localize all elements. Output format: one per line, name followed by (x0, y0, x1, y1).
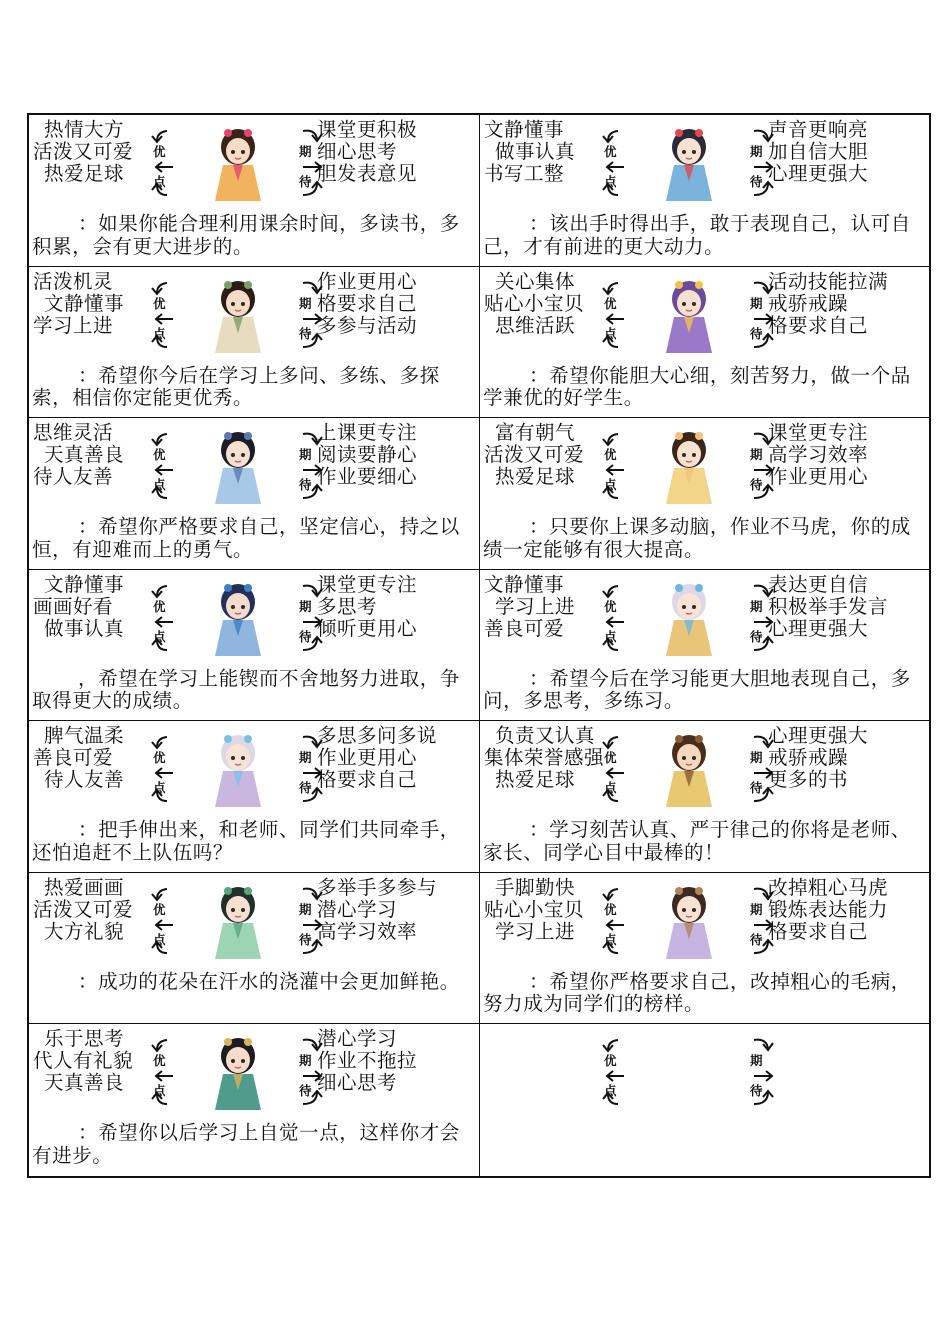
expectation-item: 活动技能拉满 (768, 270, 889, 293)
student-card (480, 418, 931, 570)
expectation-item: 高学习效率 (768, 443, 869, 466)
merit-item: 活泼又可爱 (484, 443, 585, 466)
merit-item: 做事认真 (495, 140, 576, 163)
character-illustration (654, 879, 724, 961)
student-card (29, 267, 480, 419)
expectation-item: 潜心学习 (317, 1028, 398, 1050)
expectation-item: 心理更强大 (768, 616, 869, 640)
merits-char-bottom: 点 (604, 174, 617, 189)
merits-marker (145, 426, 185, 506)
merits-list (33, 422, 151, 488)
avatar (203, 121, 273, 203)
merit-item: 活泼机灵 (33, 269, 114, 293)
merit-item: 天真善良 (44, 443, 125, 466)
expectation-item: 多参与活动 (317, 313, 418, 337)
expectation-item: 作业更用心 (317, 746, 418, 769)
merit-item: 负责又认真 (495, 724, 596, 747)
merits-char-bottom: 点 (153, 174, 166, 189)
expectations-char-bottom: 待 (750, 628, 763, 644)
avatar (654, 576, 724, 658)
merits-char-top: 优 (153, 901, 166, 917)
comment-text: ：希望你能胆大心细，刻苦努力，做一个品学兼优的好学生。 (483, 363, 911, 409)
expectation-item: 上课更专注 (317, 422, 418, 444)
curved-arrows-left-icon (145, 275, 185, 355)
character-illustration (203, 576, 273, 658)
merit-item: 文静懂事 (484, 118, 565, 141)
teacher-comment (32, 516, 476, 561)
merit-item: 学习上进 (495, 919, 576, 943)
merit-item: 贴心小宝贝 (484, 291, 585, 315)
comment-text: ：成功的花朵在汗水的浇灌中会更加鲜艳。 (78, 969, 460, 993)
expectations-list (768, 1028, 928, 1094)
merits-char-bottom: 点 (604, 931, 617, 947)
merits-list (484, 877, 602, 943)
comment-text: ：只要你上课多动脑，作业不马虎，你的成绩一定能够有很大提高。 (483, 515, 911, 561)
merits-char-top: 优 (153, 598, 166, 614)
merit-item: 代人有礼貌 (33, 1049, 134, 1072)
curved-arrows-left-icon (596, 729, 636, 809)
merit-item: 做事认真 (44, 616, 125, 640)
comment-text: ，希望在学习上能锲而不舍地努力进取，争取得更大的成绩。 (32, 666, 460, 712)
expectations-char-bottom: 待 (299, 1083, 312, 1098)
merit-item: 大方礼貌 (44, 919, 125, 943)
character-illustration (654, 273, 724, 355)
evaluation-card-grid (27, 113, 931, 1178)
expectation-item: 高学习效率 (317, 919, 418, 943)
merit-item: 热爱足球 (495, 768, 576, 791)
merits-list (33, 1028, 151, 1094)
expectation-item: 胆发表意见 (317, 162, 418, 185)
avatar (203, 273, 273, 355)
avatar (654, 1030, 724, 1112)
merit-item: 学习上进 (495, 594, 576, 618)
expectation-item: 作业不拖拉 (317, 1049, 418, 1072)
expectation-item (768, 1072, 928, 1094)
expectations-list (317, 877, 477, 943)
comment-text: ：如果你能合理利用课余时间，多读书，多积累，会有更大进步的。 (32, 212, 460, 258)
expectations-char-top: 期 (299, 295, 312, 311)
merits-list (484, 422, 602, 488)
merit-item: 天真善良 (44, 1071, 125, 1094)
teacher-comment (32, 213, 476, 258)
merit-item: 热情大方 (44, 118, 125, 141)
comment-text: ：希望你严格要求自己，坚定信心，持之以恒，有迎难而上的勇气。 (32, 515, 460, 561)
expectation-item: 格要求自己 (768, 313, 869, 337)
merits-char-bottom: 点 (153, 1083, 166, 1098)
merits-list (33, 877, 151, 943)
expectation-item: 格要求自己 (768, 919, 869, 943)
character-illustration (654, 727, 724, 809)
expectations-char-bottom: 待 (299, 174, 312, 189)
merits-char-top: 优 (153, 1053, 166, 1068)
expectation-item: 阅读要静心 (317, 443, 418, 466)
expectations-char-bottom: 待 (750, 477, 763, 492)
comment-text: ：把手伸出来，和老师、同学们共同牵手，还怕追赶不上队伍吗？ (32, 818, 460, 864)
expectations-char-top: 期 (299, 901, 312, 917)
merits-char-top: 优 (153, 144, 166, 159)
merit-item: 富有朝气 (495, 421, 576, 444)
merits-marker (145, 275, 185, 355)
teacher-comment (483, 213, 927, 258)
curved-arrows-left-icon (145, 578, 185, 658)
avatar (654, 424, 724, 506)
expectations-char-top: 期 (750, 598, 763, 614)
student-card (480, 570, 931, 722)
character-illustration (203, 273, 273, 355)
expectations-list (317, 271, 477, 337)
student-card (480, 267, 931, 419)
merit-item: 善良可爱 (484, 616, 565, 640)
merit-item: 书写工整 (484, 162, 565, 185)
merit-item (484, 1050, 602, 1072)
merits-char-bottom: 点 (604, 780, 617, 795)
expectation-item: 作业更用心 (317, 270, 418, 293)
merit-item: 手脚勤快 (495, 875, 576, 899)
expectation-item (768, 1028, 928, 1050)
merit-item: 热爱画画 (44, 875, 125, 899)
merits-marker (596, 426, 636, 506)
expectations-list (317, 1028, 477, 1094)
expectation-item: 倾听更用心 (317, 616, 418, 640)
merits-marker (596, 729, 636, 809)
expectations-list (768, 271, 928, 337)
expectations-char-top: 期 (750, 901, 763, 917)
merit-item: 脾气温柔 (44, 724, 125, 747)
expectations-list (768, 725, 928, 791)
avatar (654, 727, 724, 809)
expectation-item: 更多的书 (768, 768, 849, 791)
expectation-item: 格要求自己 (317, 768, 418, 791)
expectations-char-bottom: 待 (299, 780, 312, 795)
expectation-item: 多思考 (317, 594, 378, 618)
teacher-comment (483, 819, 927, 864)
merits-char-bottom: 点 (153, 325, 166, 341)
student-card (29, 570, 480, 722)
merits-char-bottom: 点 (604, 477, 617, 492)
comment-text: ：希望你以后学习上自觉一点，这样你才会有进步。 (32, 1121, 460, 1167)
expectations-char-bottom: 待 (750, 780, 763, 795)
teacher-comment (483, 516, 927, 561)
teacher-comment (483, 1122, 927, 1145)
merits-marker (596, 881, 636, 961)
teacher-comment (483, 971, 927, 1016)
curved-arrows-left-icon (145, 123, 185, 203)
merit-item: 贴心小宝贝 (484, 897, 585, 921)
expectations-char-bottom: 待 (299, 931, 312, 947)
merits-marker (145, 578, 185, 658)
merits-char-top: 优 (604, 295, 617, 311)
expectations-char-bottom: 待 (750, 931, 763, 947)
teacher-comment (32, 365, 476, 410)
merits-char-bottom: 点 (604, 325, 617, 341)
merit-item: 集体荣誉感强 (484, 746, 605, 769)
expectations-char-top: 期 (299, 598, 312, 614)
student-card (480, 115, 931, 267)
expectation-item (768, 1050, 928, 1072)
expectation-item: 细心思考 (317, 140, 398, 163)
expectation-item: 多思多问多说 (317, 725, 438, 747)
expectation-item: 细心思考 (317, 1071, 398, 1094)
teacher-comment (483, 365, 927, 410)
expectations-char-bottom: 待 (750, 174, 763, 189)
avatar (654, 121, 724, 203)
merits-marker (596, 578, 636, 658)
merits-list (33, 119, 151, 185)
student-card (29, 873, 480, 1025)
merit-item: 活泼又可爱 (33, 897, 134, 921)
student-card (480, 873, 931, 1025)
merit-item: 热爱足球 (495, 465, 576, 488)
expectations-char-bottom: 待 (299, 628, 312, 644)
merit-item: 关心集体 (495, 269, 576, 293)
teacher-comment (483, 668, 927, 713)
avatar (203, 576, 273, 658)
merits-char-top: 优 (604, 750, 617, 765)
merits-char-top: 优 (604, 1053, 617, 1068)
expectations-char-bottom: 待 (750, 325, 763, 341)
expectations-char-top: 期 (299, 1053, 312, 1068)
student-card (29, 115, 480, 267)
merits-char-top: 优 (604, 144, 617, 159)
expectations-char-bottom: 待 (299, 325, 312, 341)
comment-text: ：希望你严格要求自己，改掉粗心的毛病，努力成为同学们的榜样。 (483, 969, 911, 1015)
curved-arrows-left-icon (596, 275, 636, 355)
expectations-list (317, 574, 477, 640)
merits-char-bottom: 点 (604, 1083, 617, 1098)
merit-item: 文静懂事 (44, 572, 125, 596)
expectations-char-bottom: 待 (299, 477, 312, 492)
merits-char-bottom: 点 (153, 628, 166, 644)
avatar (203, 879, 273, 961)
character-illustration (203, 1030, 273, 1112)
expectation-item: 课堂更积极 (317, 119, 418, 141)
merits-char-top: 优 (604, 447, 617, 462)
expectations-char-top: 期 (750, 447, 763, 462)
comment-text: ：希望你今后在学习上多问、多练、多探索，相信你定能更优秀。 (32, 363, 440, 409)
teacher-comment (32, 668, 476, 713)
merits-marker (596, 123, 636, 203)
curved-arrows-left-icon (596, 1032, 636, 1112)
merit-item (484, 1028, 602, 1050)
expectation-item: 积极举手发言 (768, 594, 889, 618)
expectation-item: 心理更强大 (768, 725, 869, 747)
expectation-item: 多举手多参与 (317, 876, 438, 899)
merit-item: 乐于思考 (44, 1027, 125, 1050)
merits-list (484, 271, 602, 337)
curved-arrows-left-icon (596, 426, 636, 506)
comment-text: ：该出手时得出手，敢于表现自己，认可自己，才有前进的更大动力。 (483, 212, 911, 258)
merits-list (484, 119, 602, 185)
merits-char-bottom: 点 (153, 477, 166, 492)
expectations-char-top: 期 (750, 750, 763, 765)
merits-char-top: 优 (153, 295, 166, 311)
comment-text: ：希望今后在学习能更大胆地表现自己，多问，多思考，多练习。 (483, 666, 911, 712)
expectations-char-top: 期 (299, 750, 312, 765)
merits-char-top: 优 (153, 750, 166, 765)
merits-char-top: 优 (153, 447, 166, 462)
merit-item: 画画好看 (33, 594, 114, 618)
expectation-item: 作业要细心 (317, 465, 418, 488)
expectation-item: 课堂更专注 (317, 573, 418, 596)
avatar (203, 727, 273, 809)
expectations-list (317, 422, 477, 488)
curved-arrows-left-icon (596, 578, 636, 658)
teacher-comment (32, 819, 476, 864)
merits-char-top: 优 (604, 901, 617, 917)
character-illustration (203, 121, 273, 203)
expectations-char-top: 期 (750, 1053, 763, 1068)
merits-list (33, 574, 151, 640)
character-illustration (203, 424, 273, 506)
expectation-item: 表达更自信 (768, 573, 869, 596)
expectations-char-top: 期 (299, 144, 312, 159)
merits-list (33, 725, 151, 791)
avatar (203, 424, 273, 506)
curved-arrows-left-icon (145, 1032, 185, 1112)
merit-item: 文静懂事 (44, 291, 125, 315)
student-card (29, 1024, 480, 1176)
comment-text: ：学习刻苦认真、严于律己的你将是老师、家长、同学心目中最棒的！ (483, 818, 911, 864)
character-illustration (654, 121, 724, 203)
expectation-item: 作业更用心 (768, 465, 869, 488)
merits-char-bottom: 点 (604, 628, 617, 644)
merits-list (484, 1028, 602, 1094)
merit-item: 文静懂事 (484, 572, 565, 596)
teacher-comment (32, 971, 476, 994)
curved-arrows-left-icon (145, 426, 185, 506)
expectation-item: 潜心学习 (317, 897, 398, 921)
expectation-item: 心理更强大 (768, 162, 869, 185)
expectation-item: 戒骄戒躁 (768, 291, 849, 315)
expectation-item: 课堂更专注 (768, 422, 869, 444)
curved-arrows-left-icon (596, 123, 636, 203)
merits-char-top: 优 (604, 598, 617, 614)
character-illustration (654, 576, 724, 658)
merits-marker (596, 275, 636, 355)
merit-item: 活泼又可爱 (33, 140, 134, 163)
avatar (654, 273, 724, 355)
character-illustration (203, 727, 273, 809)
merit-item: 善良可爱 (33, 746, 114, 769)
expectations-list (768, 877, 928, 943)
teacher-comment (32, 1122, 476, 1167)
merit-item: 热爱足球 (44, 162, 125, 185)
avatar (203, 1030, 273, 1112)
student-card (480, 721, 931, 873)
merit-item: 学习上进 (33, 313, 114, 337)
character-illustration (203, 879, 273, 961)
expectations-list (768, 574, 928, 640)
expectations-list (768, 422, 928, 488)
expectation-item: 格要求自己 (317, 291, 418, 315)
student-card (29, 418, 480, 570)
expectations-char-top: 期 (299, 447, 312, 462)
expectation-item: 加自信大胆 (768, 140, 869, 163)
character-illustration (654, 424, 724, 506)
merits-char-bottom: 点 (153, 780, 166, 795)
expectation-item: 声音更响亮 (768, 119, 869, 141)
student-card (480, 1024, 931, 1176)
merits-marker (145, 729, 185, 809)
merits-marker (145, 123, 185, 203)
merit-item: 待人友善 (44, 768, 125, 791)
expectations-char-bottom: 待 (750, 1083, 763, 1098)
expectation-item: 改掉粗心马虎 (768, 876, 889, 899)
expectations-list (317, 725, 477, 791)
merits-marker (145, 881, 185, 961)
merit-item: 待人友善 (33, 465, 114, 488)
merits-list (484, 724, 605, 791)
avatar (654, 879, 724, 961)
student-card (29, 721, 480, 873)
merits-marker (145, 1032, 185, 1112)
merits-char-bottom: 点 (153, 931, 166, 947)
expectation-item: 戒骄戒躁 (768, 746, 849, 769)
expectations-list (768, 119, 928, 185)
merits-list (33, 271, 151, 337)
curved-arrows-left-icon (596, 881, 636, 961)
curved-arrows-left-icon (145, 729, 185, 809)
expectations-char-top: 期 (750, 144, 763, 159)
expectations-list (317, 119, 477, 185)
merit-item: 思维活跃 (495, 313, 576, 337)
expectation-item: 锻炼表达能力 (768, 897, 889, 921)
expectations-char-top: 期 (750, 295, 763, 311)
merits-marker (596, 1032, 636, 1112)
merit-item (484, 1072, 602, 1094)
curved-arrows-left-icon (145, 881, 185, 961)
merit-item: 思维灵活 (33, 421, 114, 444)
merits-list (484, 574, 602, 640)
